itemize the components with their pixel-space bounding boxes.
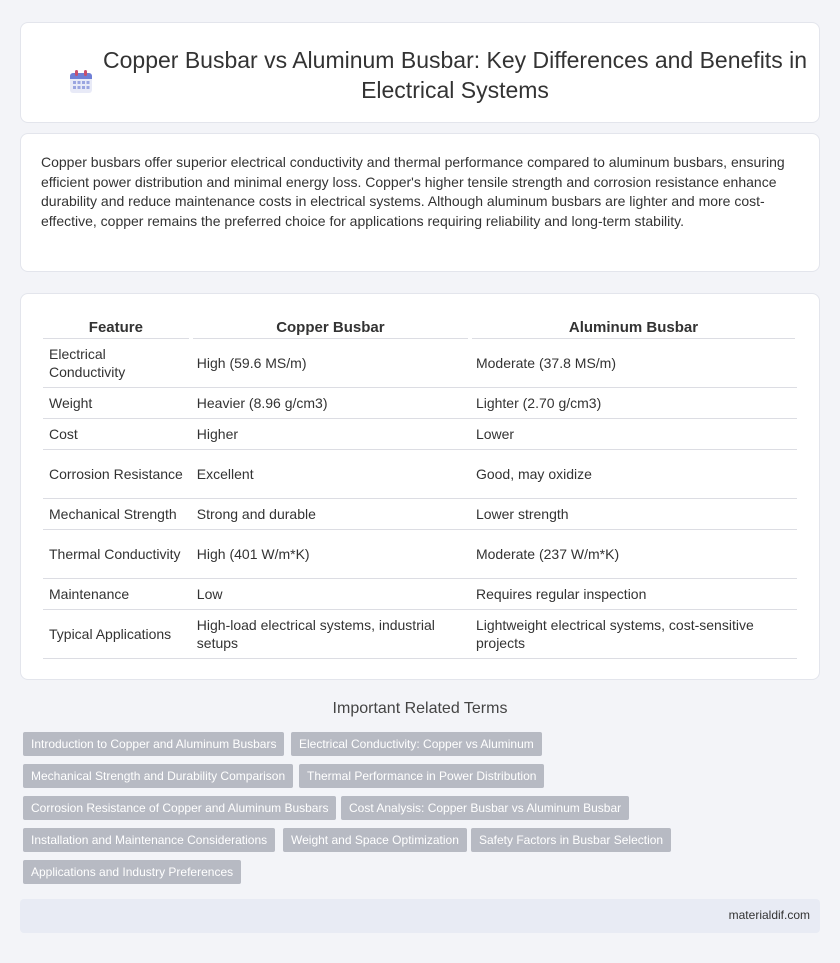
related-tag[interactable]: Corrosion Resistance of Copper and Aluminum Busbars [23,796,336,820]
feature-cell: Mechanical Strength [43,498,191,529]
table-row [43,449,797,498]
copper-cell: Strong and durable [191,498,470,529]
feature-cell: Thermal Conductivity [43,529,191,578]
title-card [20,22,820,123]
copper-cell: Low [191,578,470,609]
feature-cell: Typical Applications [43,609,191,658]
table-row [43,609,797,658]
aluminum-cell: Requires regular inspection [470,578,797,609]
feature-cell: Electrical Conductivity [43,338,191,387]
copper-cell: Higher [191,418,470,449]
table-row [43,529,797,578]
related-tag[interactable]: Cost Analysis: Copper Busbar vs Aluminum Busbar [341,796,629,820]
table-row [43,387,797,418]
comparison-table-card [20,293,820,680]
related-tag[interactable]: Introduction to Copper and Aluminum Busbars [23,732,284,756]
related-tag[interactable]: Safety Factors in Busbar Selection [471,828,671,852]
related-tag[interactable]: Mechanical Strength and Durability Comparison [23,764,293,788]
aluminum-cell: Good, may oxidize [470,449,797,498]
header-copper: Copper Busbar [191,312,470,338]
related-tag[interactable]: Installation and Maintenance Considerations [23,828,275,852]
calendar-icon [69,70,93,94]
related-terms-title: Important Related Terms [332,700,508,717]
related-tag[interactable]: Applications and Industry Preferences [23,860,241,884]
header-aluminum: Aluminum Busbar [470,312,797,338]
copper-cell: High (59.6 MS/m) [191,338,470,387]
table-row [43,338,797,387]
summary-text: Copper busbars offer superior electrical conductivity and thermal performance compared to aluminum busbars, ensuring efficient power distribution and minimal energy loss. Copper's higher tensile strength and corrosion resistance enhance durability and reduce maintenance costs in electrical systems. Although aluminum busbars are lighter and more cost-effective, copper remains the preferred choice for applications requiring reliability and long-term stability. [41,154,785,229]
table-header-row [43,312,797,338]
table-row [43,578,797,609]
related-tag[interactable]: Weight and Space Optimization [283,828,467,852]
footer [20,899,820,933]
aluminum-cell: Lower [470,418,797,449]
copper-cell: Heavier (8.96 g/cm3) [191,387,470,418]
related-tag[interactable]: Electrical Conductivity: Copper vs Aluminum [291,732,542,756]
feature-cell: Corrosion Resistance [43,449,191,498]
related-tag[interactable]: Thermal Performance in Power Distribution [299,764,544,788]
header-feature: Feature [43,312,191,338]
page-title: Copper Busbar vs Aluminum Busbar: Key Differences and Benefits in Electrical Systems [103,47,807,103]
table-row [43,498,797,529]
summary-card [20,133,820,272]
aluminum-cell: Lightweight electrical systems, cost-sensitive projects [470,609,797,658]
copper-cell: Excellent [191,449,470,498]
aluminum-cell: Lighter (2.70 g/cm3) [470,387,797,418]
aluminum-cell: Moderate (237 W/m*K) [470,529,797,578]
feature-cell: Maintenance [43,578,191,609]
copper-cell: High (401 W/m*K) [191,529,470,578]
footer-site-link[interactable]: materialdif.com [728,908,810,922]
aluminum-cell: Lower strength [470,498,797,529]
aluminum-cell: Moderate (37.8 MS/m) [470,338,797,387]
feature-cell: Cost [43,418,191,449]
comparison-table [43,312,799,659]
table-row [43,418,797,449]
feature-cell: Weight [43,387,191,418]
copper-cell: High-load electrical systems, industrial setups [191,609,470,658]
